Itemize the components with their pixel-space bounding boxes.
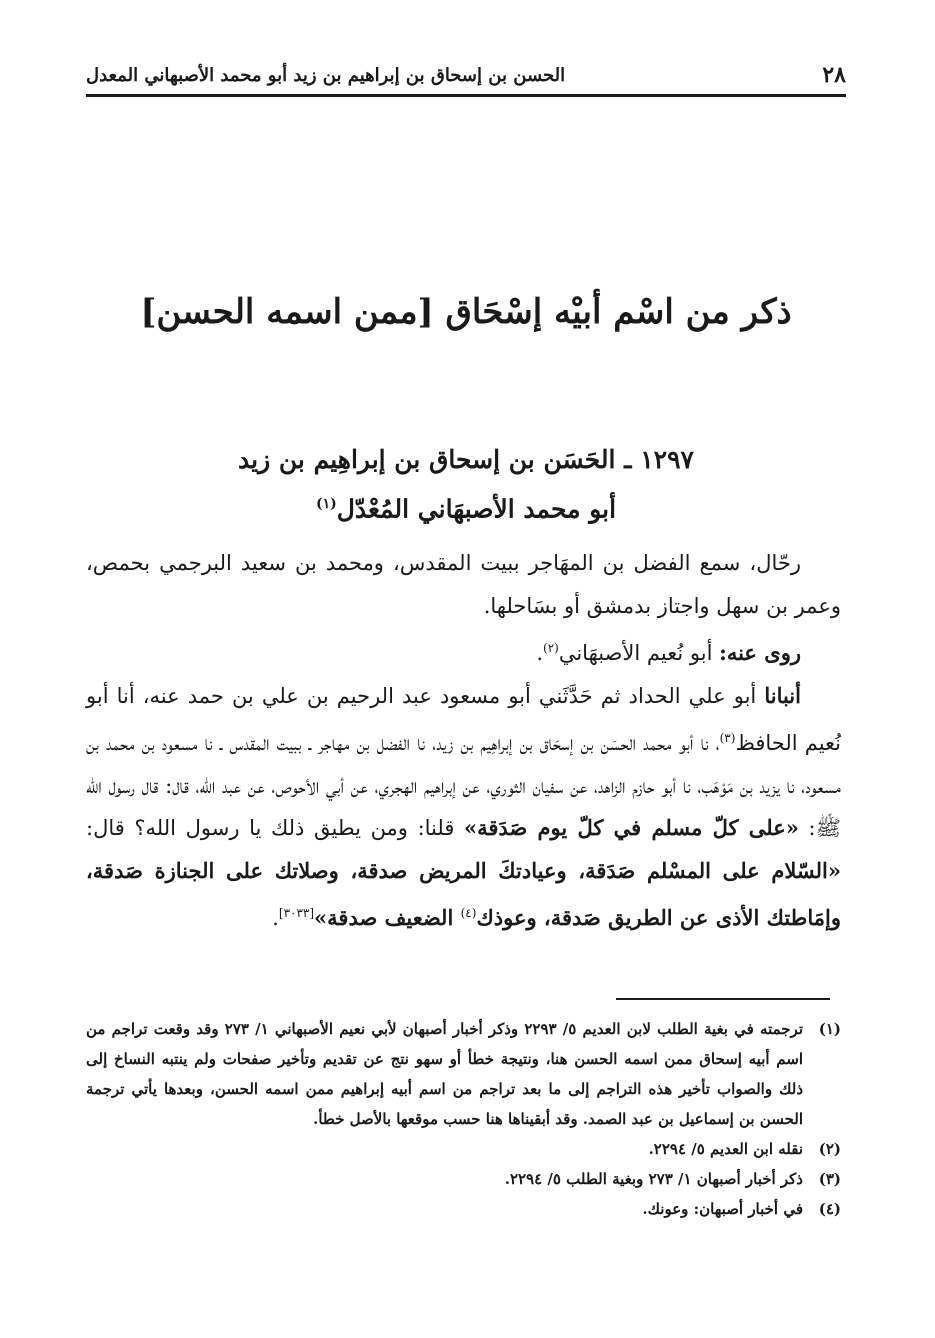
isnad-part-b: ، نا أبو محمد الحسَن بن إسحَاق بن إبراهِيم بن زيد، نا الفضل بن مهاجر ـ ببيت المقدس ـ نا مسعود بن محمد بن مسعود، نا يزيد بن مَوْهَب، نا أبو حازم الزاهد، عن سفيان الثوري، عن إبراهيم الهجري، عن أبي الأحوص، عن عبد اللّه، قال: قال رسول الله ﷺ:: [86, 731, 841, 840]
anbana-label: أنبانا: [764, 682, 801, 708]
footnote-ref-4: (٤): [460, 906, 477, 920]
paragraph-biography: رحّال، سمع الفضل بن المهَاجر ببيت المقدس، ومحمد بن سعيد البرجمي بحمص، وعمر بن سهل واجتاز بدمشق أو بسَاحلها.: [86, 551, 841, 618]
entry-kunya: أبو محمد الأصبهَاني المُعْدّل: [336, 494, 617, 524]
paragraph-end: .: [272, 906, 279, 930]
footnotes: [86, 1014, 841, 1224]
footnote: [86, 1014, 841, 1134]
entry-heading: [86, 438, 846, 531]
hadith-quote-2: «السّلام على المسْلم صَدَقة، وعيادتكَ المريض صدقة، وصلاتك على الجنازة صَدقة، وإمَاطتك الأذى عن الطريق صَدقة، وعوذك: [86, 857, 841, 930]
footnote-text: نقله ابن العديم ٥/ ٢٢٩٤.: [648, 1140, 803, 1158]
footnote-number: (٣): [818, 1170, 841, 1188]
page-number: ٢٨: [822, 62, 846, 88]
running-title: الحسن بن إسحاق بن إبراهيم بن زيد أبو محمد الأصبهاني المعدل: [86, 65, 566, 86]
footnote-text: ذكر أخبار أصبهان ١/ ٢٧٣ وبغية الطلب ٥/ ٢٢٩٤.: [504, 1170, 803, 1188]
entry-kunya-line: [86, 482, 846, 531]
footnote-number: (٤): [818, 1200, 841, 1218]
footnote-number: (٢): [818, 1140, 841, 1158]
paragraph-hadith: [86, 675, 841, 940]
hadith-number: [٣٠٣٣]: [278, 906, 315, 920]
footnote-ref-1: (١): [315, 496, 337, 512]
footnote-ref-2: (٢): [543, 641, 559, 655]
entry-name-line: ١٢٩٧ ـ الحَسَن بن إسحاق بن إبراهِيم بن زيد: [238, 445, 694, 474]
narrated-by-text: أبو نُعيم الأصبهَاني: [558, 641, 720, 665]
footnote: [86, 1164, 841, 1194]
main-text: [86, 542, 841, 940]
chapter-title: ذكر من اسْم أبيْه إسْحَاق [ممن اسمه الحسن]: [140, 292, 792, 332]
footnote-text: في أخبار أصبهان: وعونك.: [642, 1200, 803, 1218]
footnote-ref-3: (٣): [719, 731, 736, 745]
hadith-quote-3: الضعيف صدقة»: [314, 905, 461, 930]
footnote-text: ترجمته في بغية الطلب لابن العديم ٥/ ٢٢٩٣ وذكر أخبار أصبهان لأبي نعيم الأصبهاني ١/ ٢٧٣ وقد وقعت تراجم من اسم أبيه إسحاق ممن اسمه الحسن هنا، ونتيجة خطأ أو سهو نتج عن تقديم وتأخير صفحات ولم ينتبه النساخ إلى ذلك والصواب تأخير هذه التراجم إلى ما بعد تراجم من اسم أبيه إبراهيم ممن اسمه الحسن، وبعدها يأتي ترجمة الحسن بن إسماعيل بن عبد الصمد. وقد أبقيناها هنا حسب موقعها بالأصل خطأ.: [86, 1020, 804, 1128]
paragraph-narrators: [86, 627, 841, 675]
footnote-separator: [616, 998, 830, 1000]
footnote: [86, 1194, 841, 1224]
hadith-quote-1: «على كلّ مسلم في كلّ يوم صَدَقة»: [464, 815, 799, 840]
page-header: [86, 54, 846, 97]
isnad-part-a: أبو علي الحداد ثم حَدَّثَني أبو مسعود عبد الرحيم بن علي بن حمد عنه، أنا أبو نُعيم الحافظ: [86, 683, 842, 755]
footnote: [86, 1134, 841, 1164]
footnote-number: (١): [818, 1020, 841, 1038]
paragraph-end: .: [536, 641, 543, 665]
narrated-by-label: روى عنه:: [719, 640, 801, 665]
isnad-part-c: قلنا: ومن يطيق ذلك يا رسول الله؟ قال:: [86, 816, 464, 840]
